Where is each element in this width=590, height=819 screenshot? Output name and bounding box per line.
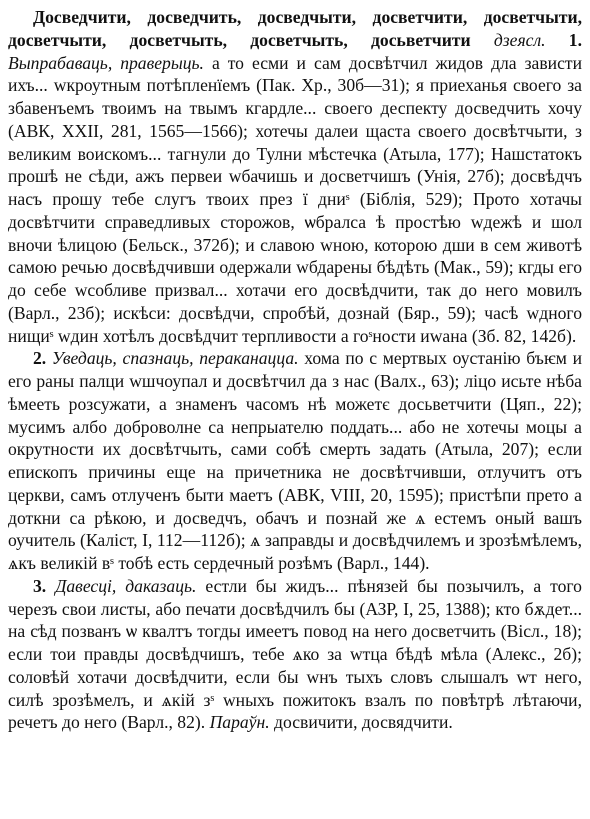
cross-reference-text: досвичити, досвядчити. bbox=[274, 712, 453, 733]
sense-citations: хома по с мертвых оустанію бъѥм и его раны палци wшчоупал и досвѣтчил да з нас (Валх., 63); ліцо исьте нѣба ѣмееть розсужати, а знаменъ часомъ нѣ можетє досьветчити (Цяп., 22); мусимъ албо доброволне са непрыателю поддать... або не хотечы моцы а окрутности их досвѣтчыть, сами собѣ смерть задать (Атыла, 207); если епископъ причины еще на причетника не досвѣтчивши, отлучитъ отъ церкви, самъ отлученъ быти маетъ (АВК, VIII, 20, 1595); пристѣпи прето а доткни са рѣкою, и досведчъ, обачъ и познай же ѧ естемъ оный вашъ оучитель (Каліст, І, 112—112б); ѧ заправды и досвѣдчилемъ и зрозѣмѣлемъ, ѧкъ великій вˢ тобѣ есть сердечный розѣмъ (Варл., 144). bbox=[8, 348, 582, 573]
headword: Досведчити, доcведчить, досведчыти, досветчити, досветчыти, досветчыти, досветчыть, досветчыть, досьветчити bbox=[8, 7, 582, 50]
sense-number: 3. bbox=[33, 575, 47, 596]
sense-number: 2. bbox=[33, 348, 47, 369]
sense-gloss: Выпрабаваць, праверыць. bbox=[8, 52, 204, 73]
cross-reference-label: Параўн. bbox=[209, 712, 270, 733]
sense-citations: естли бы жидъ... пѣнязей бы позычилъ, а того черезъ свои листы, або печати досвѣдчилъ бы (АЗР, І, 25, 1388); кто бѫдет... на сѣд позванъ ѡ квалтъ тогды имеетъ повод на него досветчить (Вісл., 18); если тои правды досвѣдчишъ, тебе ѧко за wтца бѣдѣ мѣла (Алекс., 2б); соловѣй хотачи досвѣдчити, если бы wнъ тыхъ словъ слышалъ wт него, силѣ зрозѣмелъ, и ѧкій зˢ wныхъ пожитокъ взалъ по повѣтрѣ лѣтаючи, речетъ до него (Варл., 82). bbox=[8, 575, 582, 733]
sense-citations: а то есми и сам досвѣтчил жидов дла зависти ихъ... wкроутным потѣпленїемъ (Пак. Хр., 30б—31); я приеханья своего за збавенъемъ твоимъ на твымъ кгардле... своего деспекту досведчить хочу (АВК, XXII, 281, 1565—1566); хотечы далеи щаста своего досвѣтчыти, з великим воискомъ... тагнули до Тулни мѣстечка (Атыла, 177); Нашстатокъ прошѣ не сѣди, ажъ первеи wбачишь и досветчишъ (Унія, 27б); досвѣдчъ насъ прошу тебе слугъ твоих през ї дниˢ (Біблія, 529); Прото хотачы досвѣтчити справедливых сторожов, ѡбралса ѣ простѣю wдежѣ и шол вночи ѣлицою (Бельск., 372б); и славою wною, которою дши в сем животѣ самою речью досвѣдчивши одержали wбдарены бѣдѣть (Мак., 59); кгды его до себе wсобливе призвал... хотачи его досвѣдчити, так до него мовилъ (Варл., 23б); искѣси: досвѣдчи, спробѣй, дознай (Бяр., 59); часѣ wдного нищиˢ wдин хотѣлъ досвѣдчит терпливости а гоˢности иwана (Зб. 82, 142б). bbox=[8, 52, 582, 346]
entry-sense-3 bbox=[8, 575, 582, 734]
entry-sense-1 bbox=[8, 6, 582, 347]
part-of-speech: дзеясл. bbox=[493, 29, 546, 50]
sense-gloss: Давесці, даказаць. bbox=[55, 575, 197, 596]
entry-sense-2 bbox=[8, 347, 582, 575]
sense-number: 1. bbox=[568, 29, 582, 50]
sense-gloss: Уведаць, спазнаць, пераканацца. bbox=[51, 348, 299, 369]
